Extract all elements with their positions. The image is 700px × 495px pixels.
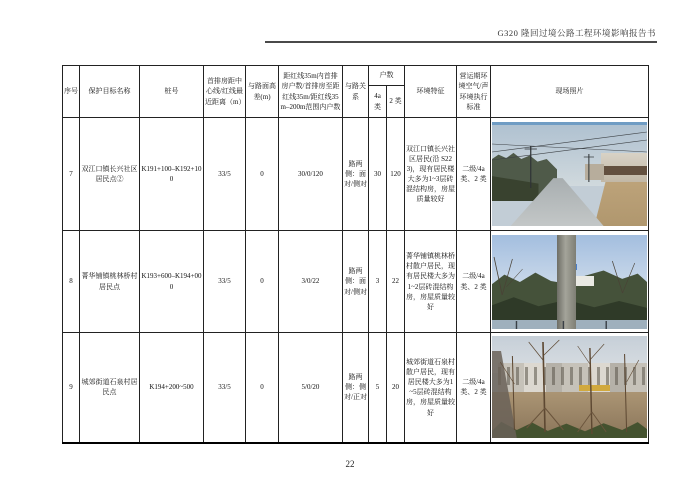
header-env-features: 环境特征	[405, 66, 457, 118]
header-stake: 桩号	[140, 66, 204, 118]
photo-power-lines	[492, 122, 647, 226]
cell-households-in-range: 3/0/22	[279, 231, 343, 333]
cell-stake: K193+600–K194+000	[140, 231, 204, 333]
report-header-title: G320 隆回过境公路工程环境影响报告书	[497, 28, 656, 38]
cell-stake: K194+200~500	[140, 333, 204, 443]
cell-road-relation: 路两侧：面对/侧对	[343, 118, 369, 231]
header-rule	[265, 41, 657, 43]
site-photo-cell	[491, 333, 649, 443]
header-households-group: 户数	[369, 66, 405, 86]
header-class-4a: 4a 类	[369, 86, 387, 118]
cell-road-relation: 路两侧：面对/侧对	[343, 231, 369, 333]
cell-seq: 9	[63, 333, 80, 443]
cell-households-in-range: 5/0/20	[279, 333, 343, 443]
cell-height-diff: 0	[246, 231, 279, 333]
cell-env-features: 菁华铺镇桃林桥村散户居民，现有居民楼大多为1~2层砖混结构房，房屋质量较好	[405, 231, 457, 333]
cell-seq: 7	[63, 118, 80, 231]
cell-class-2: 20	[387, 333, 405, 443]
cell-stake: K191+100–K192+100	[140, 118, 204, 231]
cell-class-2: 120	[387, 118, 405, 231]
header-height-diff: 与路面高差(m)	[246, 66, 279, 118]
cell-name: 城郊街道石泉村居民点	[80, 333, 140, 443]
photo-branches	[492, 235, 647, 329]
cell-class-4a: 3	[369, 231, 387, 333]
cell-env-features: 双江口镇长兴社区居民(沿 S223)，现有居民楼大多为1~3层砖混结构房，房屋质量较好	[405, 118, 457, 231]
table-row	[63, 231, 649, 333]
cell-name: 双江口镇长兴社区居民点②	[80, 118, 140, 231]
protection-targets-table	[62, 65, 649, 444]
cell-first-row-distance: 33/5	[204, 333, 246, 443]
site-photo-cell	[491, 118, 649, 231]
site-photo-village-pole	[492, 235, 647, 329]
cell-seq: 8	[63, 231, 80, 333]
cell-standards: 二级/4a 类、2 类	[457, 118, 491, 231]
cell-first-row-distance: 33/5	[204, 231, 246, 333]
page-number: 22	[345, 459, 355, 469]
cell-standards: 二级/4a 类、2 类	[457, 333, 491, 443]
cell-first-row-distance: 33/5	[204, 118, 246, 231]
table-header-row-1	[63, 66, 649, 86]
header-road-relation: 与路关系	[343, 66, 369, 118]
header-name: 保护目标名称	[80, 66, 140, 118]
header-class-2: 2 类	[387, 86, 405, 118]
cell-class-2: 22	[387, 231, 405, 333]
cell-height-diff: 0	[246, 333, 279, 443]
cell-households-in-range: 30/0/120	[279, 118, 343, 231]
site-photo-street-scene	[492, 122, 647, 226]
cell-standards: 二级/4a 类、2 类	[457, 231, 491, 333]
cell-height-diff: 0	[246, 118, 279, 231]
header-site-photo: 现场照片	[491, 66, 649, 118]
cell-name: 菁华铺镇桃林桥村居民点	[80, 231, 140, 333]
cell-class-4a: 5	[369, 333, 387, 443]
site-photo-saplings-buildings	[492, 336, 647, 438]
header-first-row-distance: 首排房距中心线/红线最近距离（m）	[204, 66, 246, 118]
cell-road-relation: 路两侧：侧对/正对	[343, 333, 369, 443]
table-row	[63, 333, 649, 443]
header-households-in-range: 距红线35m内首排房户数/首排房至距红线35m/距红线35m–200m范围内户数	[279, 66, 343, 118]
header-standards: 营运期环境空气/声环境执行标准	[457, 66, 491, 118]
site-photo-cell	[491, 231, 649, 333]
photo-sapling-trunks	[492, 336, 647, 438]
cell-class-4a: 30	[369, 118, 387, 231]
header-seq: 序号	[63, 66, 80, 118]
cell-env-features: 城郊街道石泉村散户居民，现有居民楼大多为1~5层砖混结构房，房屋质量较好	[405, 333, 457, 443]
table-row	[63, 118, 649, 231]
